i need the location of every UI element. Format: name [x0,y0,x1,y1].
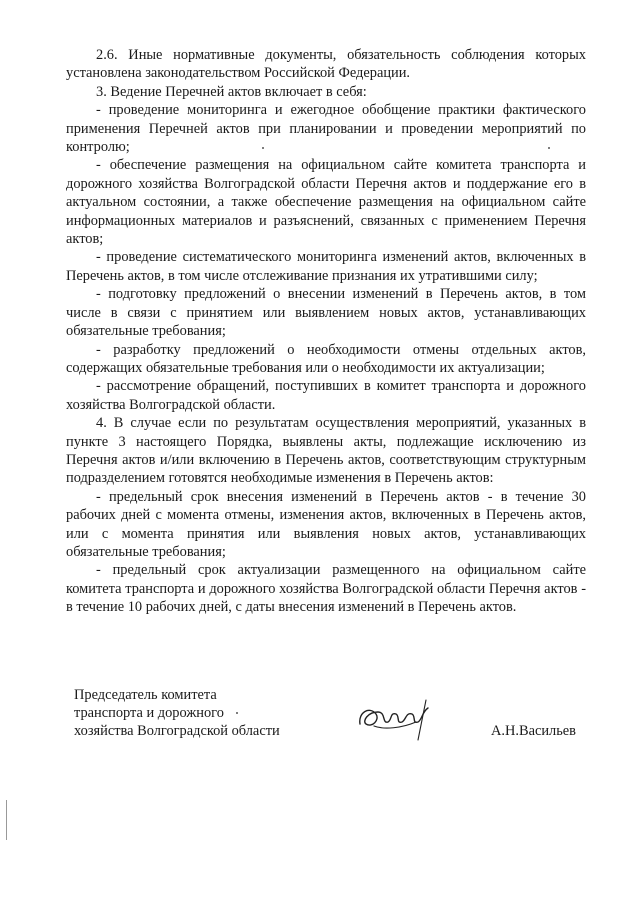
signatory-title-line: транспорта и дорожного [74,705,224,721]
scan-speck [6,800,7,840]
paragraph-3-heading: 3. Ведение Перечней актов включает в себя: [96,83,367,100]
list-item-amendment-proposals: - подготовку предложений о внесении изменений в Перечень актов, в том числе в связи с принятием или выявлением новых актов, устанавливающих обязательные требования; [66,286,586,340]
list-item-deadline-30-days: - предельный срок внесения изменений в Перечень актов - в течение 30 рабочих дней с момента отмены, изменения актов, включенных в Перечень актов, или с момента принятия или выявления новых актов, устанавливающих обязательные требования; [66,488,586,560]
list-item-appeals: - рассмотрение обращений, поступивших в комитет транспорта и дорожного хозяйства Волгоградской области. [66,378,586,413]
paragraph-4: 4. В случае если по результатам осуществления мероприятий, указанных в пункте 3 настоящего Порядка, выявлены акты, подлежащие исключению из Перечня актов и/или включению в Перечень актов, соответствующим структурным подразделением готовятся необходимые изменения в Перечень актов: [66,415,586,487]
signatory-title-line: хозяйства Волгоградской области [74,723,280,739]
signatory-title [74,686,314,740]
list-item-website-publication: - обеспечение размещения на официальном сайте комитета транспорта и дорожного хозяйства Волгоградской области Перечня актов и поддержание его в актуальном состоянии, а также обеспечение размещения на официальном сайте информационных материалов и разъяснений, связанных с применением Перечня актов; [66,157,586,248]
signatory-title-line: Председатель комитета [74,687,217,703]
scan-speck [262,147,264,149]
handwritten-signature [356,694,434,742]
list-item-systematic-monitoring: - проведение систематического мониторинга изменений актов, включенных в Перечень актов, в том числе отслеживание признания их утратившими силу; [66,249,586,284]
list-item-repeal-proposals: - разработку предложений о необходимости отмены отдельных актов, содержащих обязательные требования или о необходимости их актуализации; [66,341,586,376]
scan-speck [548,147,550,149]
paragraph-2-6: 2.6. Иные нормативные документы, обязательность соблюдения которых установлена законодательством Российской Федерации. [66,47,586,82]
list-item-monitoring: - проведение мониторинга и ежегодное обобщение практики фактического применения Перечней актов при планировании и проведении мероприятий по контролю; [66,102,586,156]
signatory-name: А.Н.Васильев [491,723,576,739]
scan-speck [236,712,238,714]
list-item-deadline-10-days: - предельный срок актуализации размещенного на официальном сайте комитета транспорта и дорожного хозяйства Волгоградской области Перечня актов - в течение 10 рабочих дней, с даты внесения изменений в Перечень актов. [66,562,586,616]
document-body [66,46,586,617]
